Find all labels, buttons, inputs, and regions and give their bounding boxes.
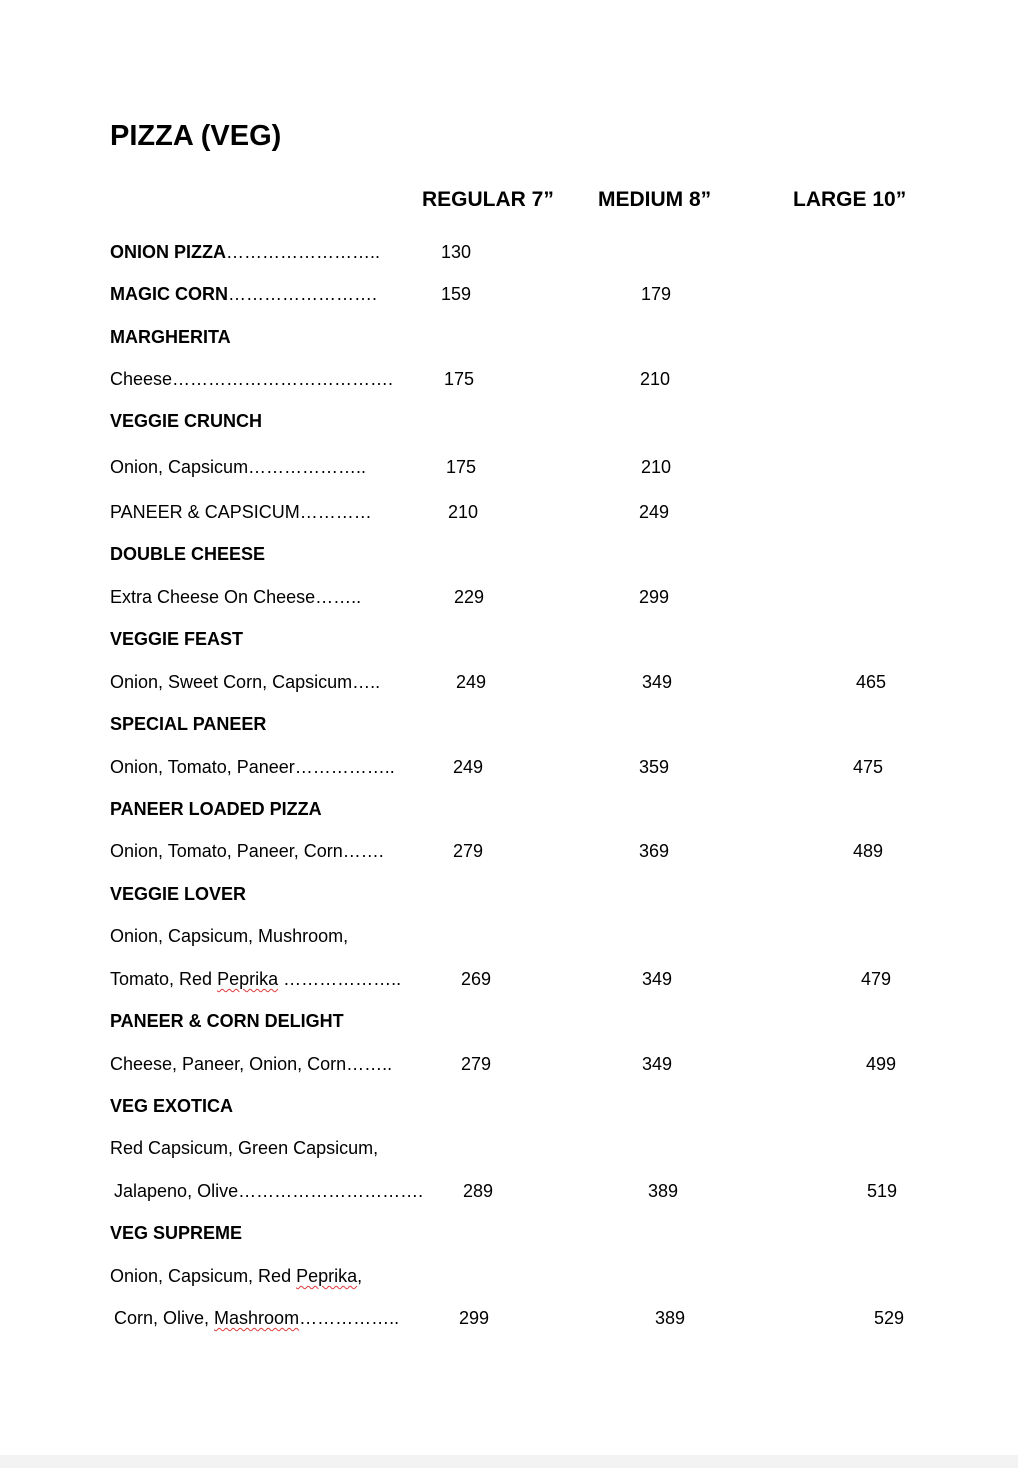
price-medium: 369 [639,841,670,861]
price-medium: 389 [648,1181,679,1201]
section-heading-veg-exotica [0,1091,1018,1121]
menu-item-onion-pizza [0,237,1018,267]
menu-item-special-paneer [0,752,1018,782]
item-text: Tomato, Red [110,969,218,989]
item-label: Onion, Tomato, Paneer…………….. [110,757,395,777]
menu-item-description-line [0,921,1018,951]
price-medium: 349 [642,1054,673,1074]
price-medium: 349 [642,969,673,989]
menu-item-double-cheese [0,582,1018,612]
item-leader-dots: …………………….. [226,242,381,262]
section-title: VEG SUPREME [110,1223,243,1243]
item-label: PANEER & CAPSICUM………… [110,502,372,522]
section-heading-veggie-lover [0,879,1018,909]
section-title: VEG EXOTICA [110,1096,234,1116]
price-medium: 349 [642,672,673,692]
price-regular: 249 [456,672,487,692]
price-large: 519 [867,1181,898,1201]
price-medium: 249 [639,502,670,522]
section-heading-special-paneer [0,709,1018,739]
price-regular: 210 [448,502,479,522]
page-title: PIZZA (VEG) [110,120,282,152]
item-label: Red Capsicum, Green Capsicum, [110,1138,379,1158]
section-heading-veggie-crunch [0,406,1018,436]
menu-item-magic-corn [0,279,1018,309]
item-label: Extra Cheese On Cheese…….. [110,587,362,607]
item-label: Onion, Tomato, Paneer, Corn……. [110,841,384,861]
section-title: VEGGIE CRUNCH [110,411,263,431]
item-label: Onion, Sweet Corn, Capsicum….. [110,672,381,692]
menu-item-margherita-cheese [0,364,1018,394]
section-title: SPECIAL PANEER [110,714,267,734]
price-medium: 210 [640,369,671,389]
price-medium: 299 [639,587,670,607]
section-title: VEGGIE FEAST [110,629,244,649]
section-heading-veg-supreme [0,1218,1018,1248]
price-regular: 289 [463,1181,494,1201]
price-regular: 159 [441,284,472,304]
price-regular: 279 [453,841,484,861]
spellcheck-flagged-word: Peprika [217,969,279,989]
section-heading-paneer-loaded-pizza [0,794,1018,824]
price-regular: 279 [461,1054,492,1074]
section-title: DOUBLE CHEESE [110,544,266,564]
spellcheck-flagged-word: Peprika [296,1266,358,1286]
section-title: PANEER & CORN DELIGHT [110,1011,344,1031]
item-leader-dots: …………….. [299,1308,400,1328]
item-label: Onion, Capsicum……………….. [110,457,367,477]
price-medium: 389 [655,1308,686,1328]
section-title: MARGHERITA [110,327,231,347]
price-large: 475 [853,757,884,777]
menu-item-description-line [0,1261,1018,1291]
section-heading-paneer-corn-delight [0,1006,1018,1036]
item-name: MAGIC CORN [110,284,228,304]
item-leader-dots: ……………………. [228,284,378,304]
section-title: VEGGIE LOVER [110,884,247,904]
menu-item-paneer-capsicum [0,497,1018,527]
price-large: 465 [856,672,887,692]
menu-item-veg-supreme [0,1303,1018,1333]
item-label [114,1303,399,1333]
price-large: 499 [866,1054,897,1074]
menu-item-veggie-feast [0,667,1018,697]
item-label [110,237,380,267]
price-regular: 269 [461,969,492,989]
column-header-medium: MEDIUM 8” [598,188,712,211]
price-regular: 249 [453,757,484,777]
item-label: Jalapeno, Olive…………………………. [114,1181,424,1201]
price-large: 489 [853,841,884,861]
menu-item-veggie-crunch [0,452,1018,482]
price-regular: 229 [454,587,485,607]
price-regular: 130 [441,242,472,262]
column-header-regular: REGULAR 7” [422,188,554,211]
page-bottom-edge [0,1455,1018,1468]
menu-item-paneer-loaded-pizza [0,836,1018,866]
item-label [110,1261,362,1291]
menu-item-veggie-lover [0,964,1018,994]
item-label [110,964,401,994]
price-large: 529 [874,1308,905,1328]
item-name: ONION PIZZA [110,242,226,262]
price-regular: 175 [446,457,477,477]
price-regular: 175 [444,369,475,389]
column-header-large: LARGE 10” [793,188,907,211]
item-label: Cheese, Paneer, Onion, Corn…….. [110,1054,393,1074]
section-heading-double-cheese [0,539,1018,569]
price-medium: 179 [641,284,672,304]
price-medium: 210 [641,457,672,477]
section-heading-veggie-feast [0,624,1018,654]
menu-item-paneer-corn-delight [0,1049,1018,1079]
item-label: Cheese………………………………. [110,369,394,389]
item-label: Onion, Capsicum, Mushroom, [110,926,349,946]
price-medium: 359 [639,757,670,777]
menu-item-description-line [0,1133,1018,1163]
item-leader-dots: ……………….. [278,969,402,989]
item-label [110,279,377,309]
section-title: PANEER LOADED PIZZA [110,799,322,819]
menu-item-veg-exotica [0,1176,1018,1206]
spellcheck-flagged-word: Mashroom [214,1308,300,1328]
price-regular: 299 [459,1308,490,1328]
price-large: 479 [861,969,892,989]
item-text: Onion, Capsicum, Red [110,1266,297,1286]
item-text: , [357,1266,363,1286]
section-heading-margherita [0,322,1018,352]
item-text: Corn, Olive, [114,1308,215,1328]
